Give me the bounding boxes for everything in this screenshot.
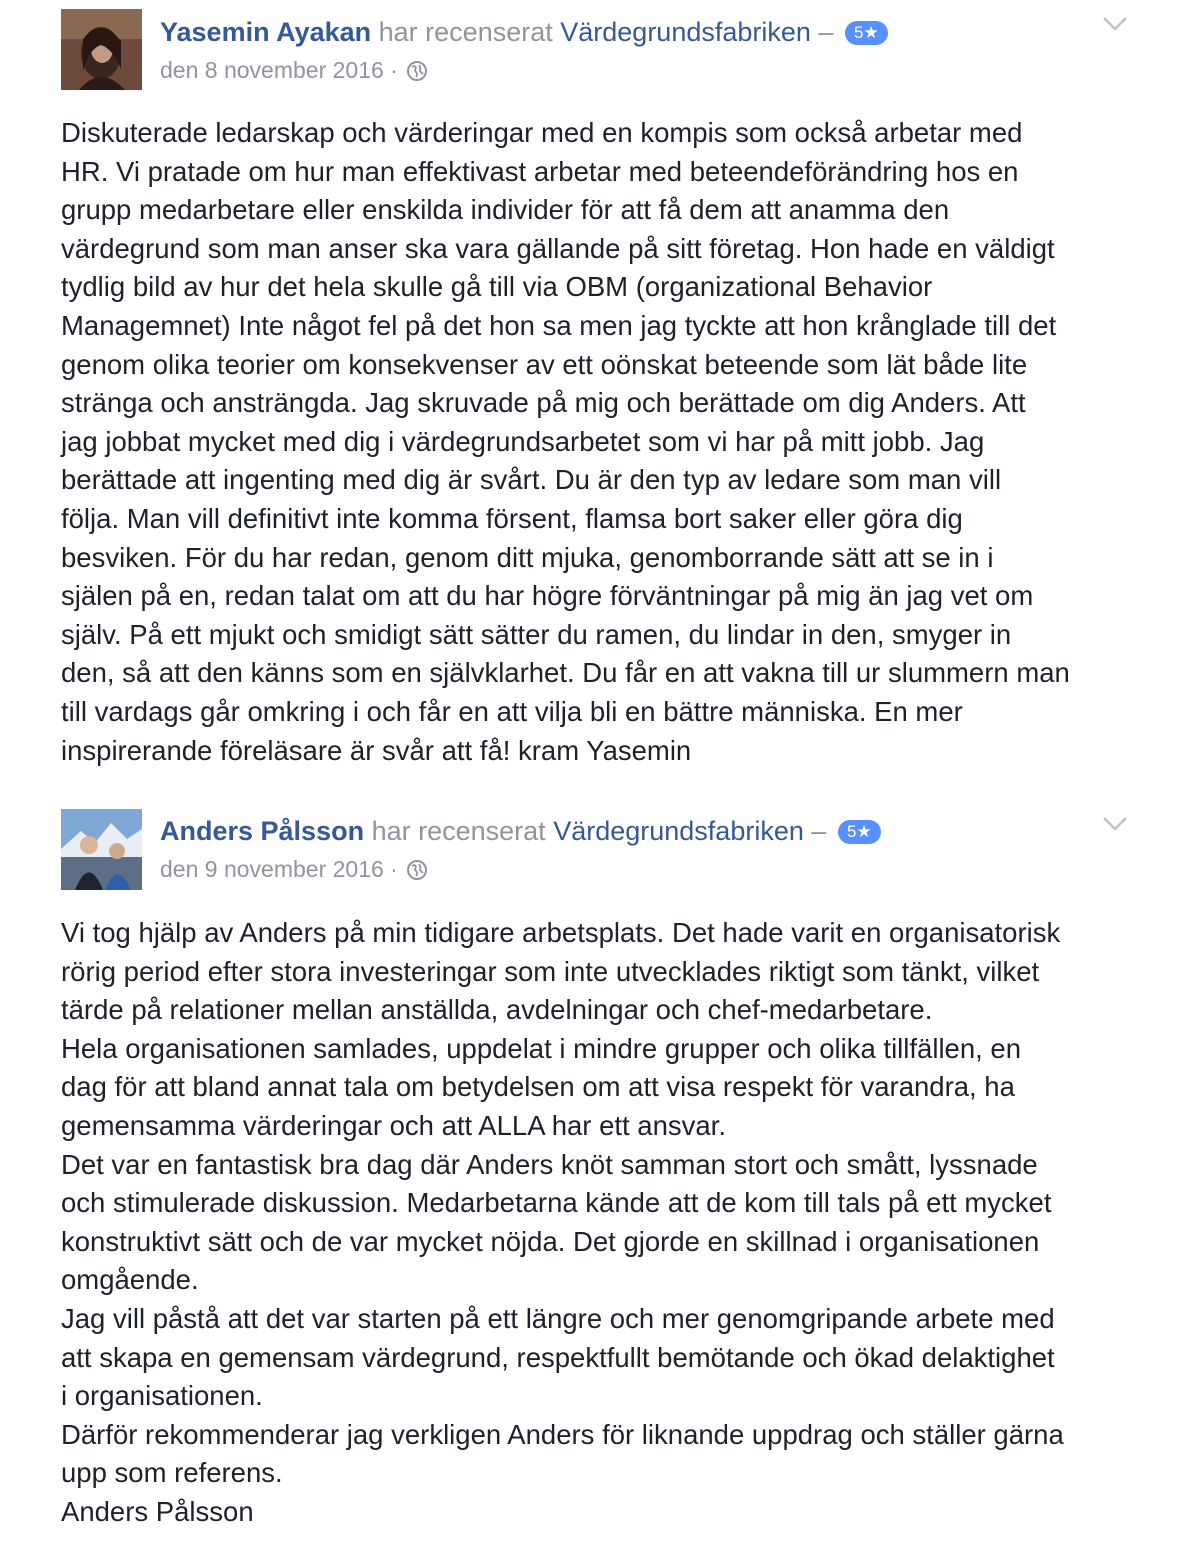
review-text-line: berättade att ingenting med dig är svårt. Du är den typ av ledare som man vill xyxy=(61,464,1002,496)
review-text-line: jag jobbat mycket med dig i värdegrundsarbetet som vi har på mitt jobb. Jag xyxy=(61,425,985,457)
page-name-link[interactable]: Värdegrundsfabriken xyxy=(560,17,811,47)
review-text-line: Det var en fantastisk bra dag där Anders knöt samman stort och smått, lyssnade xyxy=(61,1148,1038,1180)
review-text xyxy=(61,114,1151,770)
review-text-line: Jag vill påstå att det var starten på ett längre och mer genomgripande arbete med xyxy=(61,1302,1055,1334)
review-meta xyxy=(160,854,428,884)
review-text-line: dag för att bland annat tala om betydelsen om att visa respekt för varandra, ha xyxy=(61,1071,1015,1103)
rating-badge: 5★ xyxy=(838,820,881,844)
review-text-line: själv. På ett mjukt och smidigt sätt sätter du ramen, du lindar in den, smyger in xyxy=(61,618,1012,650)
review-text xyxy=(61,914,1151,1532)
chevron-down-icon[interactable] xyxy=(1102,816,1128,832)
avatar[interactable] xyxy=(61,809,142,890)
review-header xyxy=(160,14,888,50)
review-text-line: besviken. För du har redan, genom ditt mjuka, genomborrande sätt att se in i xyxy=(61,541,994,573)
globe-icon xyxy=(406,60,428,82)
review-text-line: konstruktivt sätt och de var mycket nöjda. Det gjorde en skillnad i organisationen xyxy=(61,1225,1040,1257)
page-name-link[interactable]: Värdegrundsfabriken xyxy=(553,816,804,846)
review-text-line: Diskuterade ledarskap och värderingar med en kompis som också arbetar med xyxy=(61,117,1023,148)
review-text-line: upp som referens. xyxy=(61,1457,283,1489)
review-text-line: Därför rekommenderar jag verkligen Anders för liknande uppdrag och ställer gärna xyxy=(61,1418,1064,1450)
review-text-line: den, så att den känns som en självklarhet. Du får en att vakna till ur slummern man xyxy=(61,657,1070,689)
review-header xyxy=(160,813,881,849)
review-date-link[interactable]: den 9 november 2016 xyxy=(160,856,384,882)
review-text-line: tydlig bild av hur det hela skulle gå till via OBM (organizational Behavior xyxy=(61,271,933,303)
review-text-line: Vi tog hjälp av Anders på min tidigare arbetsplats. Det hade varit en organisatorisk xyxy=(61,917,1061,948)
header-dash: – xyxy=(811,816,827,846)
meta-separator: · xyxy=(390,856,398,882)
meta-separator: · xyxy=(390,57,398,83)
review-text-line: Managemnet) Inte något fel på det hon sa men jag tyckte att hon krånglade till det xyxy=(61,309,1057,341)
review-verb: har recenserat xyxy=(378,17,553,47)
avatar[interactable] xyxy=(61,9,142,90)
chevron-down-icon[interactable] xyxy=(1102,16,1128,32)
review-text-line: tärde på relationer mellan anställda, avdelningar och chef-medarbetare. xyxy=(61,994,933,1026)
review-text-line: värdegrund som man anser ska vara gällande på sitt företag. Hon hade en väldigt xyxy=(61,232,1055,264)
avatar-photo xyxy=(61,809,142,890)
review-text-line: i organisationen. xyxy=(61,1380,263,1412)
author-name-link[interactable]: Yasemin Ayakan xyxy=(160,17,372,47)
review-text-line: följa. Man vill definitivt inte komma försent, flamsa bort saker eller göra dig xyxy=(61,502,963,534)
review-text-line: till vardags går omkring i och får en att vilja bli en bättre människa. En mer xyxy=(61,695,963,727)
review-text-line: själen på en, redan talat om att du har högre förväntningar på mig än jag vet om xyxy=(61,580,1034,612)
review-text-line: stränga och ansträngda. Jag skruvade på mig och berättade om dig Anders. Att xyxy=(61,387,1026,419)
review-text-line: Hela organisationen samlades, uppdelat i mindre grupper och olika tillfällen, en xyxy=(61,1032,1022,1064)
review-text-line: Anders Pålsson xyxy=(61,1495,254,1527)
review-meta xyxy=(160,55,428,85)
review-text-line: gemensamma värderingar och att ALLA har ett ansvar. xyxy=(61,1109,726,1141)
review-text-line: genom olika teorier om konsekvenser av ett oönskat beteende som lät både lite xyxy=(61,348,1028,380)
globe-icon xyxy=(406,859,428,881)
review-text-line: grupp medarbetare eller enskilda individer för att få dem att anamma den xyxy=(61,194,950,226)
review-verb: har recenserat xyxy=(371,816,546,846)
review-text-line: och stimulerade diskussion. Medarbetarna kände att de kom till tals på ett mycket xyxy=(61,1187,1052,1219)
rating-badge: 5★ xyxy=(845,21,888,45)
review-text-line: rörig period efter stora investeringar som inte utvecklades riktigt som tänkt, vilket xyxy=(61,955,1040,987)
author-name-link[interactable]: Anders Pålsson xyxy=(160,816,365,846)
review-text-line: omgående. xyxy=(61,1264,199,1296)
review-text-line: HR. Vi pratade om hur man effektivast arbetar med beteendeförändring hos en xyxy=(61,155,1019,187)
avatar-photo xyxy=(61,9,142,90)
review-text-line: inspirerande föreläsare är svår att få! kram Yasemin xyxy=(61,734,692,766)
review-date-link[interactable]: den 8 november 2016 xyxy=(160,57,384,83)
header-dash: – xyxy=(818,17,834,47)
review-text-line: att skapa en gemensam värdegrund, respektfullt bemötande och ökad delaktighet xyxy=(61,1341,1055,1373)
